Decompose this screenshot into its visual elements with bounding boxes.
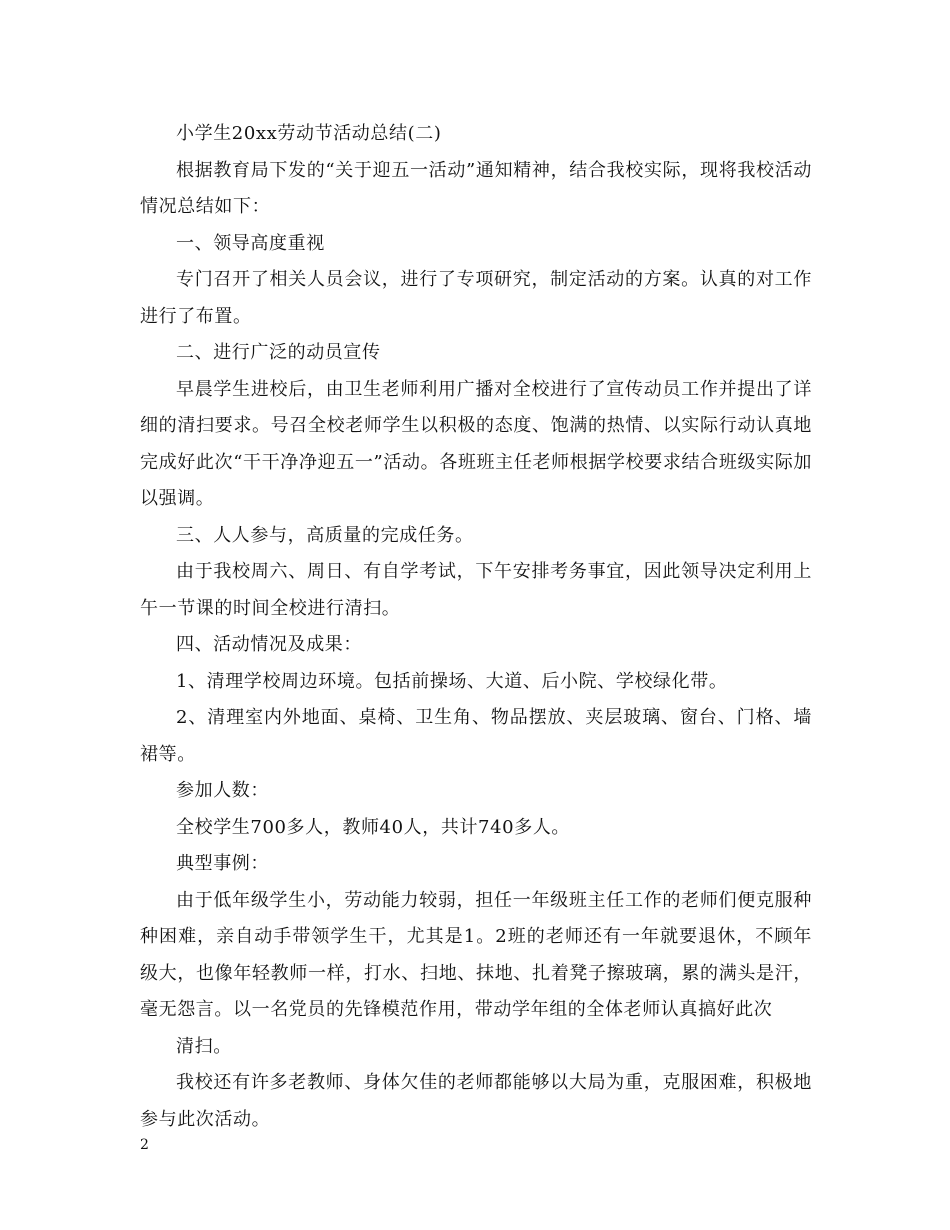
heading-section-4: 四、活动情况及成果： [176, 634, 362, 655]
paragraph-section-1: 专门召开了相关人员会议，进行了专项研究，制定活动的方案。认真的对工作进行了布置。 [140, 269, 812, 327]
heading-section-2: 二、进行广泛的动员宣传 [176, 342, 381, 363]
label-examples: 典型事例： [176, 853, 269, 874]
paragraph-section-3: 由于我校周六、周日、有自学考试，下午安排考务事宜，因此领导决定利用上午一节课的时间全校进行清扫。 [140, 561, 812, 619]
heading-section-3: 三、人人参与，高质量的完成任务。 [176, 524, 474, 546]
paragraph-section-2: 早晨学生进校后，由卫生老师利用广播对全校进行了宣传动员工作并提出了详细的清扫要求。号召全校老师学生以积极的态度、饱满的热情、以实际行动认真地完成好此次“干干净净迎五一”活动。各班班主任老师根据学校要求结合班级实际加以强调。 [140, 378, 812, 509]
heading-section-1: 一、领导高度重视 [176, 232, 325, 254]
label-participants: 参加人数： [176, 780, 269, 801]
list-item-2: 2、清理室内外地面、桌椅、卫生角、物品摆放、夹层玻璃、窗台、门格、墙裙等。 [140, 707, 812, 765]
paragraph-examples-end: 清扫。 [176, 1035, 232, 1057]
document-body [140, 116, 812, 1138]
paragraph-examples: 由于低年级学生小，劳动能力较弱，担任一年级班主任工作的老师们便克服种种困难，亲自动手带领学生干，尤其是1。2班的老师还有一年就要退休，不顾年级大，也像年轻教师一样，打水、扫地、抹地、扎着凳子擦玻璃，累的满头是汗，毫无怨言。以一名党员的先锋模范作用，带动学年组的全体老师认真搞好此次 [140, 889, 812, 1020]
document-title: 小学生20xx劳动节活动总结(二) [176, 123, 442, 144]
paragraph-intro: 根据教育局下发的“关于迎五一活动”通知精神，结合我校实际，现将我校活动情况总结如下： [140, 159, 812, 217]
list-item-1: 1、清理学校周边环境。包括前操场、大道、后小院、学校绿化带。 [176, 670, 728, 692]
paragraph-participants: 全校学生700多人，教师40人，共计740多人。 [176, 816, 571, 838]
page-number: 2 [140, 1137, 149, 1153]
paragraph-closing: 我校还有许多老教师、身体欠佳的老师都能够以大局为重，克服困难，积极地参与此次活动。 [140, 1072, 812, 1130]
